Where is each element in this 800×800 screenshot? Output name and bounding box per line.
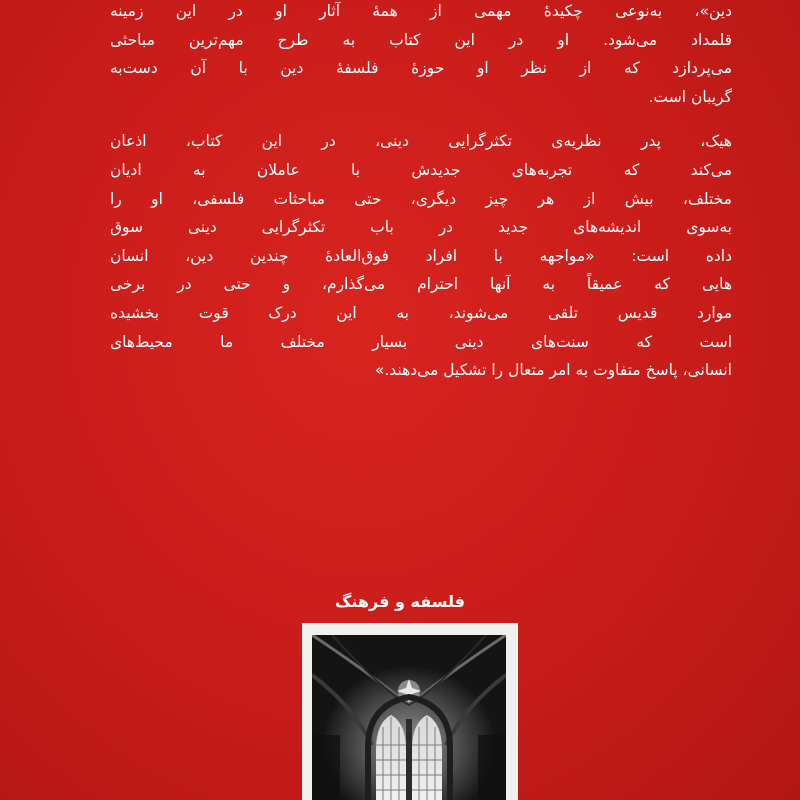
text-line: می‌پردازد که از نظر او حوزهٔ فلسفهٔ دین با آن دست‌به: [110, 59, 732, 78]
text-line: مختلف، بیش از هر چیز دیگری، حتی مباحثات فلسفی، او را: [110, 189, 732, 208]
text-line: داده است: «مواجهه با افراد فوق‌العادهٔ چندین دین، انسان: [110, 246, 732, 265]
text-line: گریبان است.: [648, 87, 732, 106]
series-title: فلسفه و فرهنگ: [334, 592, 466, 611]
text-line: به‌سوی اندیشه‌های جدید در باب تکثرگرایی دینی سوق: [110, 218, 732, 237]
back-cover-text: [110, 0, 732, 385]
paragraph-2: [110, 127, 732, 384]
text-line: قلمداد می‌شود. او در این کتاب به طرح مهم‌ترین مباحثی: [110, 30, 732, 49]
text-line: دین»، به‌نوعی چکیدهٔ مهمی از همهٔ آثار او در این زمینه: [110, 2, 732, 20]
text-line: انسانی، پاسخ متفاوت به امر متعال را تشکیل می‌دهند.»: [374, 361, 732, 380]
text-line: هایی که عمیقاً به آنها احترام می‌گذارم، و حتی در برخی: [110, 275, 732, 294]
text-line: می‌کند که تجربه‌های جدیدش با عاملان به ادیان: [110, 160, 732, 179]
church-window-photo: [312, 635, 506, 800]
text-line: موارد قدیس تلقی می‌شوند، به این درک قوت بخشیده: [110, 303, 732, 322]
paragraph-1: [110, 0, 732, 111]
text-line: هیک، پدر نظریه‌ی تکثرگرایی دینی، در این کتاب، اذعان: [110, 132, 732, 151]
text-line: است که سنت‌های دینی بسیار مختلف ما محیط‌های: [110, 332, 732, 351]
series-logo: [302, 623, 518, 800]
